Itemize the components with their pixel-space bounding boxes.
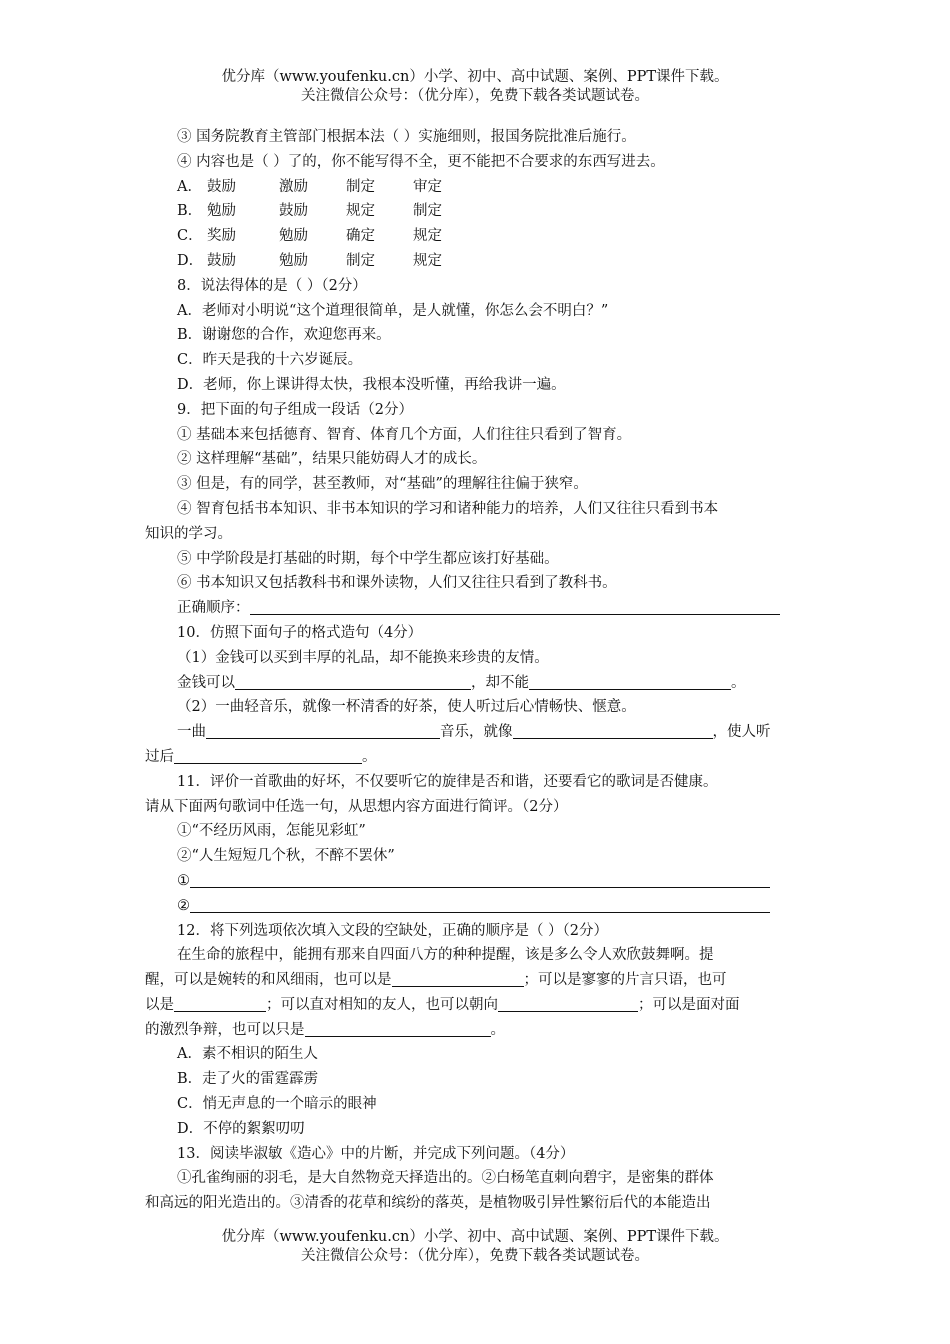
q12-title: 12．将下列选项依次填入文段的空缺处，正确的顺序是（ ）（2分） (177, 922, 609, 939)
q12-option-a: A．素不相识的陌生人 (177, 1046, 318, 1063)
q12-passage-2 (145, 968, 810, 993)
fill-text: 。 (362, 748, 377, 765)
fill-blank[interactable] (235, 673, 471, 690)
q12-passage-1: 在生命的旅程中，能拥有那来自四面八方的种种提醒，该是多么令人欢欣鼓舞啊。提 (177, 947, 714, 964)
q8-title: 8．说法得体的是（ ）（2分） (177, 277, 367, 294)
q9-sentence-2: ② 这样理解“基础”，结果只能妨碍人才的成长。 (177, 451, 487, 468)
q10-fill-2-cont (145, 745, 810, 770)
fill-blank[interactable] (513, 722, 713, 739)
q7-sentence-4: ④ 内容也是（ ）了的，你不能写得不全，更不能把不合要求的东西写进去。 (177, 153, 665, 170)
footer-line-2: 关注微信公众号：（优分库），免费下载各类试题试卷。 (301, 1248, 649, 1264)
q11-lyric-2: ②“人生短短几个秋，不醉不罢休” (177, 848, 395, 865)
q13-title: 13．阅读毕淑敏《造心》中的片断，并完成下列问题。（4分） (177, 1145, 575, 1162)
option-word: 制定 (413, 203, 442, 220)
q9-sentence-1: ① 基础本来包括德育、智育、体育几个方面，人们往往只看到了智育。 (177, 426, 632, 443)
q7-sentence-3: ③ 国务院教育主管部门根据本法（ ）实施细则，报国务院批准后施行。 (177, 129, 636, 145)
q10-example-1: （1）金钱可以买到丰厚的礼品，却不能换来珍贵的友情。 (177, 649, 549, 666)
option-word: 确定 (346, 228, 375, 245)
q10-title: 10．仿照下面句子的格式造句（4分） (177, 624, 423, 641)
passage-text: 醒，可以是婉转的和风细雨，也可以是 (145, 972, 392, 989)
header-line-1: 优分库（www.youfenku.cn）小学、初中、高中试题、案例、PPT课件下载。 (221, 69, 729, 85)
q11-answer-1 (145, 869, 810, 894)
q7-option-d (145, 249, 810, 274)
q9-sentence-4a: ④ 智育包括书本知识、非书本知识的学习和诸种能力的培养，人们又往往只看到书本 (177, 500, 719, 517)
q9-sentence-3: ③ 但是，有的同学，甚至教师，对“基础”的理解往往偏于狭窄。 (177, 476, 588, 493)
option-word: 规定 (346, 203, 375, 220)
q12-passage-4 (145, 1018, 810, 1043)
q7-option-a (145, 175, 810, 200)
header-line-2: 关注微信公众号：（优分库），免费下载各类试题试卷。 (301, 88, 649, 104)
page-footer (0, 1228, 950, 1266)
passage-text: 以是 (145, 996, 174, 1013)
option-label: A． (177, 178, 202, 195)
q11-text-b: 请从下面两句歌词中任选一句，从思想内容方面进行简评。（2分） (145, 798, 568, 815)
fill-text: ，却不能 (471, 674, 529, 691)
passage-text: ；可以是寥寥的片言只语，也可 (523, 972, 727, 989)
q9-sentence-5: ⑤ 中学阶段是打基础的时期，每个中学生都应该打好基础。 (177, 550, 559, 567)
q13-passage-1: ①孔雀绚丽的羽毛，是大自然物竞天择造出的。②白杨笔直刺向碧宇，是密集的群体 (177, 1170, 714, 1187)
q8-option-a: A．老师对小明说“这个道理很简单，是人就懂，你怎么会不明白？” (177, 302, 609, 319)
q10-example-2: （2）一曲轻音乐，就像一杯清香的好茶，使人听过后心情畅快、惬意。 (177, 699, 636, 716)
option-word: 鼓励 (207, 178, 236, 195)
option-word: 制定 (346, 178, 375, 195)
q8-option-d: D．老师，你上课讲得太快，我根本没听懂，再给我讲一遍。 (177, 376, 566, 393)
fill-blank[interactable] (305, 1020, 491, 1037)
passage-text: ；可以是面对面 (638, 996, 740, 1013)
q11-answer-2 (145, 894, 810, 919)
option-word: 勉励 (279, 252, 308, 269)
fill-text: 。 (731, 674, 746, 691)
fill-blank[interactable] (392, 970, 524, 987)
answer-marker: ① (177, 872, 190, 889)
q8-option-c: C．昨天是我的十六岁诞辰。 (177, 352, 363, 369)
option-word: 审定 (413, 178, 442, 195)
q11-text-a: 11．评价一首歌曲的好坏，不仅要听它的旋律是否和谐，还要看它的歌词是否健康。 (177, 773, 718, 790)
fill-blank[interactable] (498, 995, 638, 1012)
page-header (0, 68, 950, 106)
answer-label: 正确顺序： (177, 600, 250, 617)
passage-text: ；可以直对相知的友人，也可以朝向 (266, 996, 498, 1013)
footer-line-1: 优分库（www.youfenku.cn）小学、初中、高中试题、案例、PPT课件下载。 (221, 1229, 729, 1245)
fill-blank[interactable] (529, 673, 731, 690)
option-word: 规定 (413, 252, 442, 269)
q12-option-b: B．走了火的雷霆霹雳 (177, 1071, 319, 1088)
q11-lyric-1: ①“不经历风雨，怎能见彩虹” (177, 823, 366, 840)
q9-title: 9．把下面的句子组成一段话（2分） (177, 401, 413, 418)
q9-sentence-4b: 知识的学习。 (145, 525, 232, 542)
document-body (145, 125, 810, 1216)
fill-text: 过后 (145, 748, 174, 765)
fill-text: ，使人听 (712, 724, 771, 741)
q10-fill-1 (145, 671, 810, 696)
option-word: 规定 (413, 228, 442, 245)
fill-text: 金钱可以 (177, 674, 235, 691)
passage-text: 的激烈争辩，也可以只是 (145, 1021, 305, 1038)
fill-text: 音乐，就像 (440, 724, 513, 741)
answer-blank[interactable] (190, 871, 770, 888)
q7-option-b (145, 199, 810, 224)
option-label: D． (177, 252, 204, 269)
q12-passage-3 (145, 993, 810, 1018)
option-label: B． (177, 203, 203, 220)
option-word: 勉励 (207, 203, 236, 220)
q8-option-b: B．谢谢您的合作，欢迎您再来。 (177, 327, 391, 344)
option-word: 勉励 (279, 228, 308, 245)
option-word: 奖励 (207, 228, 236, 245)
q9-answer-line (145, 596, 810, 621)
q13-passage-2: 和高远的阳光造出的。③清香的花草和缤纷的落英，是植物吸引异性繁衍后代的本能造出 (145, 1195, 711, 1212)
option-word: 制定 (346, 252, 375, 269)
answer-blank[interactable] (190, 896, 770, 913)
answer-marker: ② (177, 897, 190, 914)
option-label: C． (177, 228, 203, 245)
option-word: 鼓励 (207, 252, 236, 269)
fill-blank[interactable] (206, 722, 440, 739)
q7-option-c (145, 224, 810, 249)
fill-blank[interactable] (174, 747, 362, 764)
answer-blank[interactable] (250, 598, 780, 615)
q12-option-d: D．不停的絮絮叨叨 (177, 1120, 305, 1137)
passage-text: 。 (490, 1021, 505, 1038)
option-word: 激励 (279, 178, 308, 195)
fill-text: 一曲 (177, 724, 206, 741)
q10-fill-2 (145, 720, 810, 745)
fill-blank[interactable] (174, 995, 266, 1012)
option-word: 鼓励 (279, 203, 308, 220)
q9-sentence-6: ⑥ 书本知识又包括教科书和课外读物，人们又往往只看到了教科书。 (177, 575, 617, 592)
q12-option-c: C．悄无声息的一个暗示的眼神 (177, 1096, 377, 1113)
